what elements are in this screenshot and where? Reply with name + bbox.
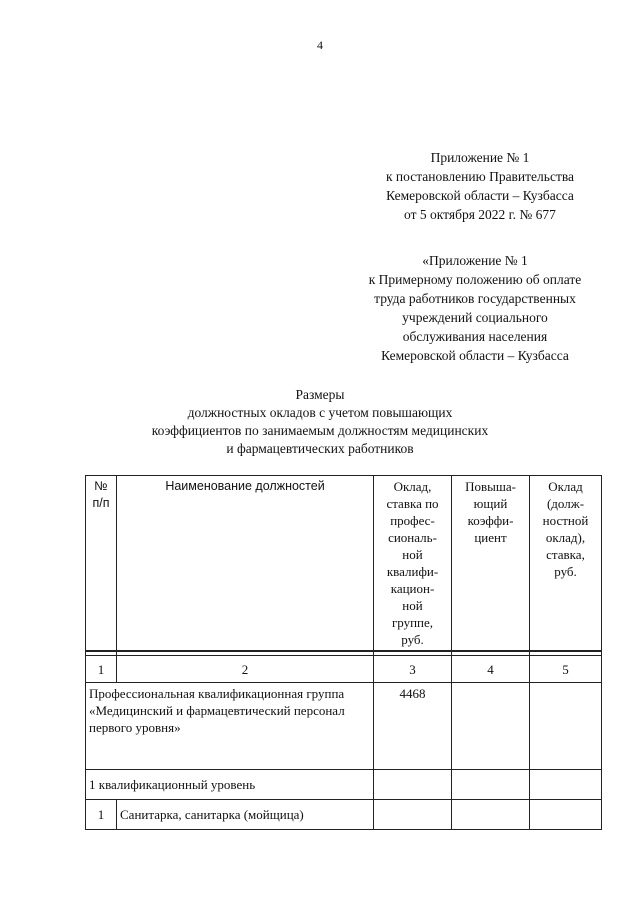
header-number: № п/п — [86, 476, 117, 652]
appendix-1-line: к постановлению Правительства — [385, 169, 575, 184]
appendix-2-line: Кемеровской области – Кузбасса — [381, 348, 569, 363]
appendix-1-line: Приложение № 1 — [430, 150, 530, 165]
appendix-2-line: обслуживания населения — [402, 329, 548, 344]
appendix-1-line: Кемеровской области – Кузбасса — [386, 188, 574, 203]
salary-table — [85, 475, 602, 830]
header-position-name: Наименование должностей — [117, 476, 374, 652]
column-number: 3 — [374, 656, 452, 683]
appendix-2-line: «Приложение № 1 — [422, 253, 528, 268]
qualification-group-name: Профессиональная квалификационная группа «Медицинский и фармацевтический персонал первого уровня» — [86, 683, 374, 770]
title-line: и фармацевтических работников — [226, 441, 414, 456]
appendix-2-line: труда работников государственных — [374, 291, 576, 306]
header-coefficient: Повыша- ющий коэффи- циент — [452, 476, 530, 652]
appendix-1-line: от 5 октября 2022 г. № 677 — [404, 207, 556, 222]
column-number: 5 — [530, 656, 602, 683]
column-number: 4 — [452, 656, 530, 683]
position-name: Санитарка, санитарка (мойщица) — [117, 800, 374, 830]
column-number: 1 — [86, 656, 117, 683]
title-line: должностных окладов с учетом повышающих — [187, 405, 453, 420]
column-numbers-row — [86, 656, 602, 683]
qualification-level-row — [86, 770, 602, 800]
qualification-level-name: 1 квалификационный уровень — [86, 770, 374, 800]
qualification-group-salary: 4468 — [374, 683, 452, 770]
title-line: Размеры — [295, 387, 345, 402]
page-number: 4 — [317, 38, 323, 52]
appendix-2-line: к Примерному положению об оплате — [368, 272, 582, 287]
column-number: 2 — [117, 656, 374, 683]
appendix-2-line: учреждений социального — [402, 310, 548, 325]
header-base-salary: Оклад, ставка по профес- сиональ- ной квалифи- кацион- ной группе, руб. — [374, 476, 452, 652]
table-header-row — [86, 476, 602, 652]
header-final-salary: Оклад (долж- ностной оклад), ставка, руб. — [530, 476, 602, 652]
row-number: 1 — [86, 800, 117, 830]
appendix-reference-resolution — [370, 148, 590, 224]
appendix-reference-regulation — [330, 251, 620, 365]
document-title — [60, 386, 580, 458]
qualification-group-row — [86, 683, 602, 770]
table-row — [86, 800, 602, 830]
title-line: коэффициентов по занимаемым должностям медицинских — [151, 423, 489, 438]
